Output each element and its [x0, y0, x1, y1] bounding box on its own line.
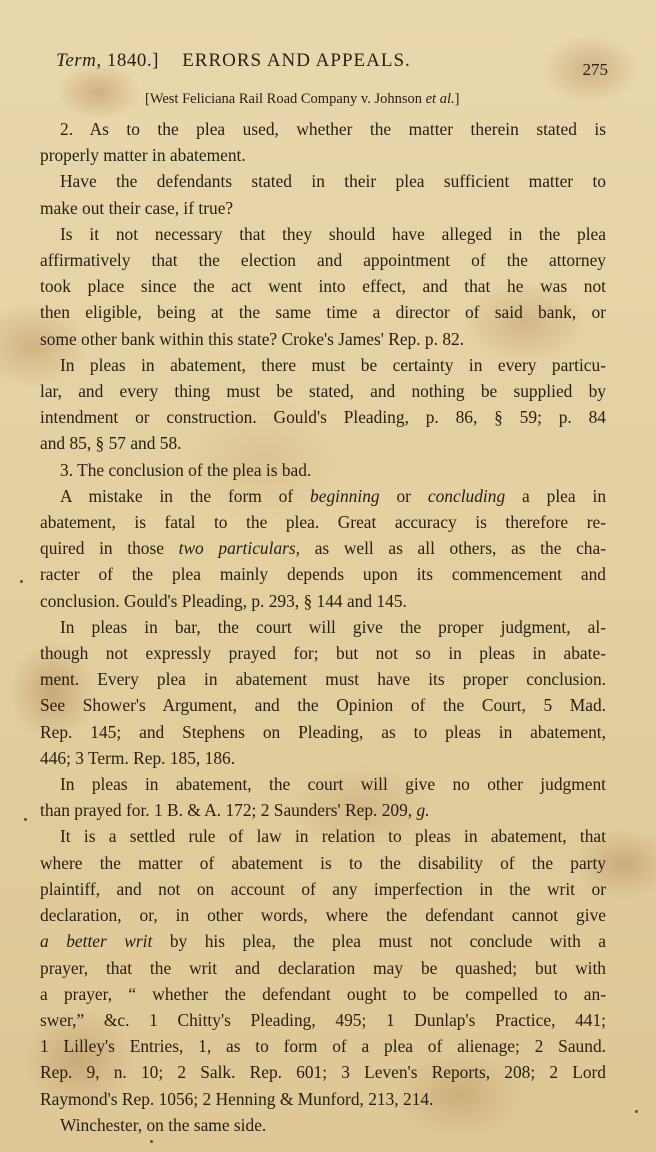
text-line: racter of the plea mainly depends upon its commencement and [40, 564, 606, 585]
foxing-spot [20, 580, 23, 583]
text-line: some other bank within this state? Croke's James' Rep. p. 82. [40, 328, 465, 349]
text-line: took place since the act went into effect, and that he was not [40, 276, 606, 297]
text-line: conclusion. Gould's Pleading, p. 293, § 144 and 145. [40, 590, 407, 611]
text-run: as well as all others, as the cha- [314, 538, 606, 559]
running-head-term: Term, [56, 50, 102, 71]
case-title [145, 91, 459, 108]
text-line: In pleas in abatement, the court will give no other judgment [60, 774, 606, 795]
italic-run: concluding [427, 485, 506, 506]
text-line: 2. As to the plea used, whether the matter therein stated is [60, 119, 606, 139]
page-header [56, 50, 608, 80]
case-title-text: [West Feliciana Rail Road Company v. Johnson [145, 91, 422, 107]
foxing-spot [150, 1140, 153, 1143]
text-line: Winchester, on the same side. [60, 1114, 267, 1135]
running-head-title: ERRORS AND APPEALS. [182, 50, 411, 71]
text-line: make out their case, if true? [40, 197, 234, 218]
text-run: a plea in [522, 485, 607, 506]
text-line: prayer, that the writ and declaration may be quashed; but with [40, 957, 606, 978]
text-line: a prayer, “ whether the defendant ought to be compelled to an- [40, 983, 606, 1004]
text-line: Raymond's Rep. 1056; 2 Henning & Munford, 213, 214. [40, 1088, 434, 1109]
text-run: or [396, 485, 411, 506]
case-title-et-al: et al. [425, 91, 455, 107]
case-title-bracket: ] [454, 91, 460, 107]
text-line: 1 Lilley's Entries, 1, as to form of a plea of alienage; 2 Saund. [40, 1036, 606, 1057]
text-line: declaration, or, in other words, where the defendant cannot give [40, 905, 606, 926]
text-run: by his plea, the plea must not conclude with a [169, 931, 606, 952]
text-line [40, 535, 606, 561]
text-line: It is a settled rule of law in relation to pleas in abatement, that [60, 826, 606, 847]
foxing-spot [24, 818, 27, 821]
text-line: plaintiff, and not on account of any imperfection in the writ or [40, 878, 606, 899]
text-line: properly matter in abatement. [40, 145, 246, 166]
text-run: quired in those [40, 538, 164, 559]
italic-run: g. [416, 800, 430, 821]
running-head-year: 1840.] [106, 50, 159, 71]
text-line: intendment or construction. Gould's Pleading, p. 86, § 59; p. 84 [40, 407, 606, 428]
text-line: swer,” &c. 1 Chitty's Pleading, 495; 1 Dunlap's Practice, 441; [40, 1009, 606, 1030]
text-line: In pleas in abatement, there must be certainty in every particu- [60, 354, 606, 375]
text-line [40, 928, 606, 954]
text-run: A mistake in the form of [60, 485, 294, 506]
text-line: 446; 3 Term. Rep. 185, 186. [40, 747, 236, 768]
text-run: than prayed for. 1 B. & A. 172; 2 Saunders' Rep. 209, [40, 800, 413, 821]
text-line: affirmatively that the election and appointment of the attorney [40, 250, 606, 271]
text-line: then eligible, being at the same time a director of said bank, or [40, 302, 606, 323]
italic-run: two particulars, [178, 538, 301, 559]
foxing-spot [635, 1110, 638, 1113]
page-number: 275 [582, 60, 608, 79]
italic-run: a better writ [40, 931, 153, 952]
text-line: Is it not necessary that they should have alleged in the plea [60, 223, 606, 244]
text-line: ment. Every plea in abatement must have its proper conclusion. [40, 669, 606, 690]
running-head [56, 50, 411, 72]
text-line: where the matter of abatement is to the disability of the party [40, 852, 606, 873]
text-line: Have the defendants stated in their plea sufficient matter to [60, 171, 606, 192]
body-text [40, 116, 606, 1138]
text-line [40, 797, 606, 823]
text-line: lar, and every thing must be stated, and nothing be supplied by [40, 381, 606, 402]
text-line: 3. The conclusion of the plea is bad. [60, 459, 312, 480]
text-line: In pleas in bar, the court will give the proper judgment, al- [60, 616, 606, 637]
text-line: and 85, § 57 and 58. [40, 433, 182, 454]
text-line: Rep. 145; and Stephens on Pleading, as to pleas in abatement, [40, 721, 606, 742]
text-line [40, 483, 606, 509]
text-line: abatement, is fatal to the plea. Great accuracy is therefore re- [40, 512, 606, 533]
italic-run: beginning [310, 485, 380, 506]
text-line: though not expressly prayed for; but not so in pleas in abate- [40, 643, 606, 664]
text-line: Rep. 9, n. 10; 2 Salk. Rep. 601; 3 Leven's Reports, 208; 2 Lord [40, 1062, 606, 1083]
text-line: See Shower's Argument, and the Opinion of the Court, 5 Mad. [40, 695, 606, 716]
